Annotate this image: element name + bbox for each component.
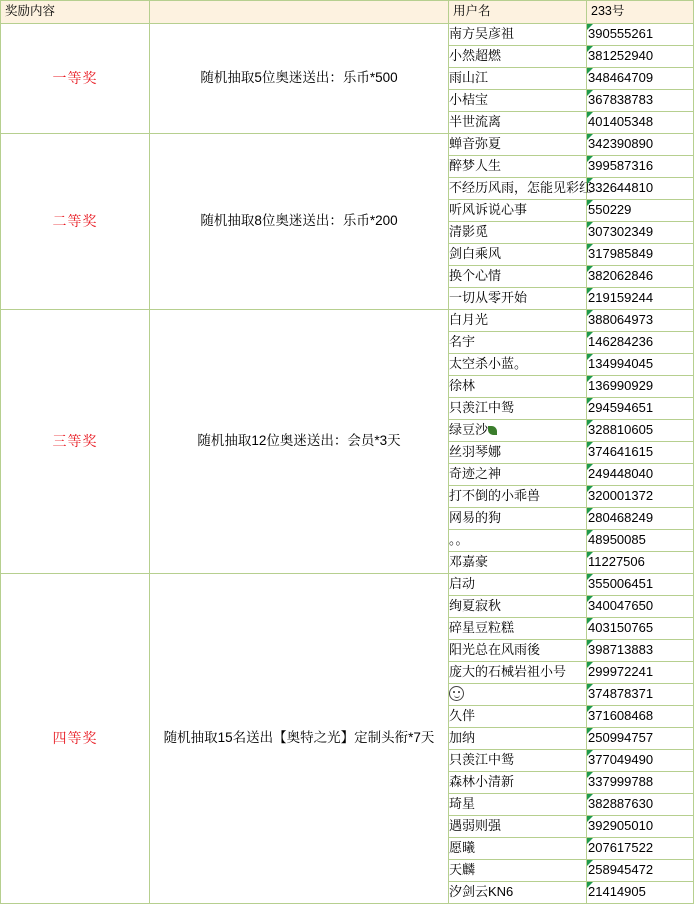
winner-id [587, 376, 694, 398]
winner-id-text: 388064973 [588, 312, 654, 328]
winner-username-text: 半世流离 [449, 114, 502, 130]
winner-username-text: 遇弱则强 [449, 818, 502, 834]
winner-username [449, 486, 587, 508]
winner-id [587, 838, 694, 860]
winner-id-text: 340047650 [588, 598, 654, 614]
winner-id [587, 134, 694, 156]
winner-username-text: 启动 [449, 576, 476, 592]
winner-id [587, 728, 694, 750]
winner-username [449, 68, 587, 90]
winner-id [587, 288, 694, 310]
winner-username [449, 442, 587, 464]
winner-id [587, 574, 694, 596]
cell-comment-marker-icon [587, 442, 593, 448]
winner-id [587, 442, 694, 464]
winner-username [449, 354, 587, 376]
table-row [1, 574, 694, 596]
winner-username-text: 绿豆沙 [449, 422, 489, 438]
winner-username-text: 白月光 [449, 312, 489, 328]
winner-id [587, 24, 694, 46]
winner-username-text: 小桔宝 [449, 92, 489, 108]
winner-id [587, 486, 694, 508]
winner-id [587, 200, 694, 222]
winner-id-text: 48950085 [588, 532, 646, 548]
winner-id-text: 219159244 [588, 290, 654, 306]
winner-username [449, 816, 587, 838]
winner-id [587, 618, 694, 640]
winner-username [449, 310, 587, 332]
winner-username [449, 574, 587, 596]
winner-id [587, 156, 694, 178]
winner-username-text: 徐林 [449, 378, 476, 394]
smiley-face-icon [449, 686, 464, 701]
winner-id [587, 816, 694, 838]
winner-username-text: 醉梦人生 [449, 158, 502, 174]
winner-username [449, 508, 587, 530]
table-row [1, 310, 694, 332]
winner-id [587, 354, 694, 376]
cell-comment-marker-icon [587, 640, 593, 646]
winner-username [449, 90, 587, 112]
cell-comment-marker-icon [587, 112, 593, 118]
winner-id [587, 772, 694, 794]
cell-comment-marker-icon [587, 486, 593, 492]
winner-username [449, 46, 587, 68]
cell-comment-marker-icon [587, 244, 593, 250]
winner-id-text: 250994757 [588, 730, 654, 746]
winner-username-text: 久伴 [449, 708, 476, 724]
cell-comment-marker-icon [587, 332, 593, 338]
winner-id-text: 367838783 [588, 92, 654, 108]
header-id: 233号 [587, 1, 694, 24]
winner-id [587, 310, 694, 332]
cell-comment-marker-icon [587, 794, 593, 800]
prize-label: 一等奖 [1, 24, 150, 134]
winner-id-text: 134994045 [588, 356, 654, 372]
winner-username-text: 名宇 [449, 334, 476, 350]
winner-id-text: 348464709 [588, 70, 654, 86]
cell-comment-marker-icon [587, 420, 593, 426]
winner-id [587, 68, 694, 90]
winner-username [449, 420, 587, 442]
winner-id-text: 392905010 [588, 818, 654, 834]
prize-description: 随机抽取12位奥迷送出：会员*3天 [150, 310, 449, 574]
winner-id [587, 750, 694, 772]
winner-id-text: 258945472 [588, 862, 654, 878]
winner-id-text: 136990929 [588, 378, 654, 394]
winner-id-text: 382062846 [588, 268, 654, 284]
cell-comment-marker-icon [587, 398, 593, 404]
winner-id-text: 320001372 [588, 488, 654, 504]
cell-comment-marker-icon [587, 750, 593, 756]
winner-username [449, 640, 587, 662]
prize-label: 三等奖 [1, 310, 150, 574]
winner-username [449, 266, 587, 288]
winner-username [449, 596, 587, 618]
winner-username-text: 森林小清新 [449, 774, 515, 790]
winner-id-text: 249448040 [588, 466, 654, 482]
winner-id [587, 794, 694, 816]
winner-username [449, 618, 587, 640]
prize-description: 随机抽取5位奥迷送出：乐币*500 [150, 24, 449, 134]
winner-id [587, 222, 694, 244]
winner-id [587, 90, 694, 112]
winner-id-text: 207617522 [588, 840, 654, 856]
winner-id-text: 382887630 [588, 796, 654, 812]
winner-username-text: 一切从零开始 [449, 290, 528, 306]
cell-comment-marker-icon [587, 596, 593, 602]
cell-comment-marker-icon [587, 552, 593, 558]
winner-username-text: 清影觅 [449, 224, 489, 240]
winner-id-text: 374641615 [588, 444, 654, 460]
winner-username [449, 156, 587, 178]
winner-username-text: 听风诉说心事 [449, 202, 528, 218]
winner-username-text: 只羡江中鸳 [449, 400, 515, 416]
winner-id-text: 146284236 [588, 334, 654, 350]
winner-id-text: 21414905 [588, 884, 646, 900]
winner-username [449, 464, 587, 486]
winner-id [587, 596, 694, 618]
winner-id-text: 280468249 [588, 510, 654, 526]
header-desc [150, 1, 449, 24]
cell-comment-marker-icon [587, 662, 593, 668]
cell-comment-marker-icon [587, 684, 593, 690]
winner-username-text: 小然超燃 [449, 48, 502, 64]
cell-comment-marker-icon [587, 574, 593, 580]
cell-comment-marker-icon [587, 178, 593, 184]
winner-id [587, 684, 694, 706]
winner-id-text: 398713883 [588, 642, 654, 658]
winner-id-text: 399587316 [588, 158, 654, 174]
winner-username [449, 882, 587, 904]
table-row [1, 24, 694, 46]
table-row [1, 134, 694, 156]
winner-username-text: 天麟 [449, 862, 476, 878]
winner-id-text: 390555261 [588, 26, 654, 42]
winner-id-text: 401405348 [588, 114, 654, 130]
cell-comment-marker-icon [587, 838, 593, 844]
winner-username [449, 244, 587, 266]
winner-username [449, 112, 587, 134]
winner-id-text: 374878371 [588, 686, 654, 702]
cell-comment-marker-icon [587, 728, 593, 734]
prize-label: 二等奖 [1, 134, 150, 310]
winner-id [587, 706, 694, 728]
winner-username [449, 750, 587, 772]
winner-username-text: 南方吴彦祖 [449, 26, 515, 42]
winner-id-text: 337999788 [588, 774, 654, 790]
cell-comment-marker-icon [587, 376, 593, 382]
winner-username-text: 加纳 [449, 730, 476, 746]
winner-id [587, 46, 694, 68]
winner-username-text: 。。 [449, 532, 469, 548]
winner-username-text: 愿曦 [449, 840, 476, 856]
winner-username [449, 530, 587, 552]
winner-id [587, 508, 694, 530]
winner-username-text: 不经历风雨，怎能见彩红 [449, 180, 593, 196]
winner-username-text: 庞大的石械岩祖小号 [449, 664, 567, 680]
winner-id [587, 266, 694, 288]
cell-comment-marker-icon [587, 772, 593, 778]
winner-username [449, 24, 587, 46]
winner-username-text: 阳光总在风雨後 [449, 642, 541, 658]
winner-id [587, 882, 694, 904]
winner-id [587, 464, 694, 486]
winner-id [587, 244, 694, 266]
winner-id-text: 294594651 [588, 400, 654, 416]
winner-username-text: 汐剑云KN6 [449, 884, 514, 900]
winner-username [449, 222, 587, 244]
winner-username-text: 邓嘉豪 [449, 554, 489, 570]
winner-username [449, 860, 587, 882]
winner-username-text: 换个心情 [449, 268, 502, 284]
cell-comment-marker-icon [587, 222, 593, 228]
winner-id-text: 332644810 [588, 180, 654, 196]
leaf-icon [488, 426, 497, 435]
winner-id [587, 332, 694, 354]
cell-comment-marker-icon [587, 68, 593, 74]
winner-username [449, 134, 587, 156]
winner-id-text: 381252940 [588, 48, 654, 64]
cell-comment-marker-icon [587, 508, 593, 514]
cell-comment-marker-icon [587, 354, 593, 360]
cell-comment-marker-icon [587, 24, 593, 30]
winner-id-text: 550229 [588, 202, 632, 218]
cell-comment-marker-icon [587, 200, 593, 206]
cell-comment-marker-icon [587, 618, 593, 624]
header-prize: 奖励内容 [1, 1, 150, 24]
winner-id-text: 371608468 [588, 708, 654, 724]
cell-comment-marker-icon [587, 464, 593, 470]
winner-id-text: 377049490 [588, 752, 654, 768]
winner-username [449, 772, 587, 794]
winner-id-text: 328810605 [588, 422, 654, 438]
cell-comment-marker-icon [587, 816, 593, 822]
cell-comment-marker-icon [587, 882, 593, 888]
winner-username [449, 376, 587, 398]
winner-username [449, 398, 587, 420]
winner-username [449, 728, 587, 750]
winner-username [449, 662, 587, 684]
cell-comment-marker-icon [587, 310, 593, 316]
winner-id [587, 178, 694, 200]
winner-username-text: 雨山江 [449, 70, 489, 86]
prize-description: 随机抽取8位奥迷送出：乐币*200 [150, 134, 449, 310]
cell-comment-marker-icon [587, 706, 593, 712]
winner-username-text: 奇迹之神 [449, 466, 502, 482]
winner-username-text: 绚夏寂秋 [449, 598, 502, 614]
winner-id [587, 640, 694, 662]
cell-comment-marker-icon [587, 860, 593, 866]
winner-username-text: 剑白乘风 [449, 246, 502, 262]
winner-username [449, 684, 587, 706]
winner-id [587, 398, 694, 420]
winner-username [449, 552, 587, 574]
winner-id-text: 403150765 [588, 620, 654, 636]
winner-id-text: 11227506 [588, 554, 645, 570]
winner-id-text: 317985849 [588, 246, 654, 262]
cell-comment-marker-icon [587, 266, 593, 272]
winner-id [587, 662, 694, 684]
winner-username [449, 332, 587, 354]
winner-id [587, 860, 694, 882]
winner-username [449, 794, 587, 816]
table-header-row [1, 1, 694, 24]
winner-username-text: 琦星 [449, 796, 476, 812]
header-user: 用户名 [449, 1, 587, 24]
winner-username [449, 838, 587, 860]
cell-comment-marker-icon [587, 288, 593, 294]
prize-description: 随机抽取15名送出【奥特之光】定制头衔*7天 [150, 574, 449, 904]
winner-username-text: 太空杀小蓝。 [449, 356, 528, 372]
winner-username [449, 200, 587, 222]
prize-label: 四等奖 [1, 574, 150, 904]
cell-comment-marker-icon [587, 156, 593, 162]
winner-id-text: 307302349 [588, 224, 654, 240]
winner-username-text: 网易的狗 [449, 510, 502, 526]
winner-id [587, 530, 694, 552]
winner-username-text: 碎星豆粒糕 [449, 620, 515, 636]
winner-id [587, 112, 694, 134]
winner-id [587, 420, 694, 442]
winner-username-text: 丝羽琴娜 [449, 444, 502, 460]
cell-comment-marker-icon [587, 134, 593, 140]
winner-username-text: 蝉音弥夏 [449, 136, 502, 152]
winner-username [449, 706, 587, 728]
winner-id-text: 299972241 [588, 664, 654, 680]
winner-id-text: 355006451 [588, 576, 654, 592]
winner-id [587, 552, 694, 574]
cell-comment-marker-icon [587, 90, 593, 96]
cell-comment-marker-icon [587, 46, 593, 52]
winner-username-text: 打不倒的小乖兽 [449, 488, 541, 504]
cell-comment-marker-icon [587, 530, 593, 536]
winner-username [449, 288, 587, 310]
winner-username [449, 178, 593, 200]
winner-username-text: 只羡江中鸳 [449, 752, 515, 768]
winner-id-text: 342390890 [588, 136, 654, 152]
